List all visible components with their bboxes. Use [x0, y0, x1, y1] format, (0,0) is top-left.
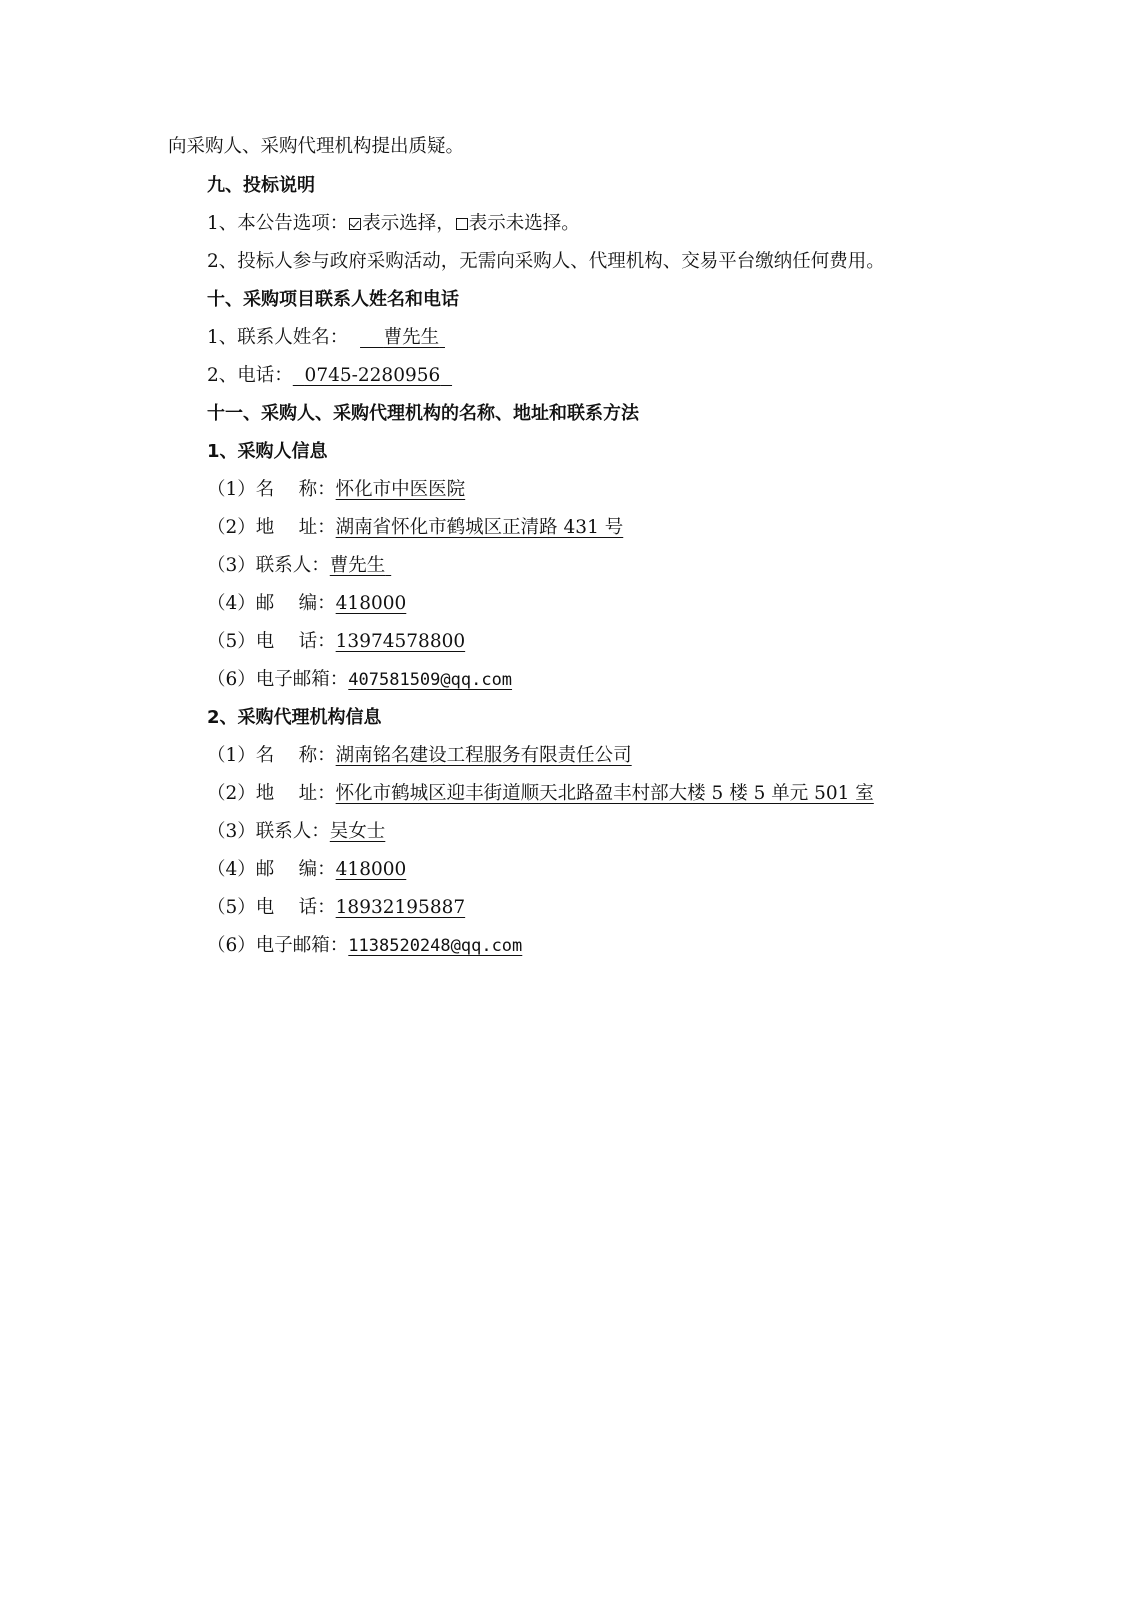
section10-name-row	[207, 325, 445, 351]
section9-item1	[207, 211, 580, 237]
agency-email-label: （6）电子邮箱：	[207, 935, 349, 956]
purchaser-name-label: （1）名 称：	[207, 479, 336, 500]
section10-phone-value: 0745-2280956	[304, 365, 441, 386]
purchaser-name-value: 怀化市中医医院	[335, 479, 466, 500]
purchaser-address-row	[207, 515, 623, 541]
section11-heading: 十一、采购人、采购代理机构的名称、地址和联系方法	[207, 403, 639, 424]
agency-phone-value: 18932195887	[335, 897, 466, 918]
agency-phone-row	[207, 895, 465, 921]
section10-name-value: 曹先生	[383, 327, 440, 348]
section9-item1-unchecked-text: 表示未选择。	[468, 213, 580, 234]
purchaser-phone-row	[207, 629, 465, 655]
purchaser-contact-row	[207, 553, 391, 579]
agency-name-label: （1）名 称：	[207, 745, 336, 766]
section10-phone-row	[207, 363, 452, 389]
purchaser-address-label: （2）地 址：	[207, 517, 336, 538]
purchaser-name-row	[207, 477, 465, 503]
agency-email-link[interactable]: 1138520248@qq.com	[348, 936, 523, 956]
agency-address-value: 怀化市鹤城区迎丰街道顺天北路盈丰村部大楼 5 楼 5 单元 501 室	[335, 783, 874, 804]
purchaser-contact-label: （3）联系人：	[207, 555, 330, 576]
section10-phone-label: 2、电话：	[207, 365, 293, 386]
purchaser-heading: 1、采购人信息	[207, 441, 328, 462]
purchaser-postcode-value: 418000	[335, 593, 407, 614]
agency-address-label: （2）地 址：	[207, 783, 336, 804]
agency-contact-row	[207, 819, 385, 845]
checked-box-icon	[349, 218, 361, 230]
section9-item1-prefix: 1、本公告选项：	[207, 213, 349, 234]
purchaser-postcode-label: （4）邮 编：	[207, 593, 336, 614]
agency-contact-label: （3）联系人：	[207, 821, 330, 842]
agency-phone-label: （5）电 话：	[207, 897, 336, 918]
agency-address-row	[207, 781, 874, 807]
agency-contact-value: 吴女士	[329, 821, 386, 842]
unchecked-box-icon	[456, 218, 468, 230]
purchaser-phone-value: 13974578800	[335, 631, 466, 652]
agency-name-row	[207, 743, 632, 769]
purchaser-postcode-row	[207, 591, 406, 617]
agency-postcode-value: 418000	[335, 859, 407, 880]
agency-email-row	[207, 933, 522, 959]
section9-heading: 九、投标说明	[207, 175, 315, 196]
section10-heading: 十、采购项目联系人姓名和电话	[207, 289, 459, 310]
section9-item2: 2、投标人参与政府采购活动，无需向采购人、代理机构、交易平台缴纳任何费用。	[207, 251, 885, 272]
purchaser-email-link[interactable]: 407581509@qq.com	[348, 670, 513, 690]
agency-postcode-row	[207, 857, 406, 883]
agency-heading: 2、采购代理机构信息	[207, 707, 382, 728]
purchaser-phone-label: （5）电 话：	[207, 631, 336, 652]
agency-name-value: 湖南铭名建设工程服务有限责任公司	[335, 745, 632, 766]
agency-postcode-label: （4）邮 编：	[207, 859, 336, 880]
intro-line: 向采购人、采购代理机构提出质疑。	[168, 136, 465, 157]
purchaser-contact-value: 曹先生	[329, 555, 386, 576]
purchaser-email-row	[207, 667, 512, 693]
section9-item1-checked-text: 表示选择，	[362, 213, 455, 234]
section10-name-label: 1、联系人姓名：	[207, 327, 349, 348]
purchaser-address-value: 湖南省怀化市鹤城区正清路 431 号	[335, 517, 624, 538]
purchaser-email-label: （6）电子邮箱：	[207, 669, 349, 690]
